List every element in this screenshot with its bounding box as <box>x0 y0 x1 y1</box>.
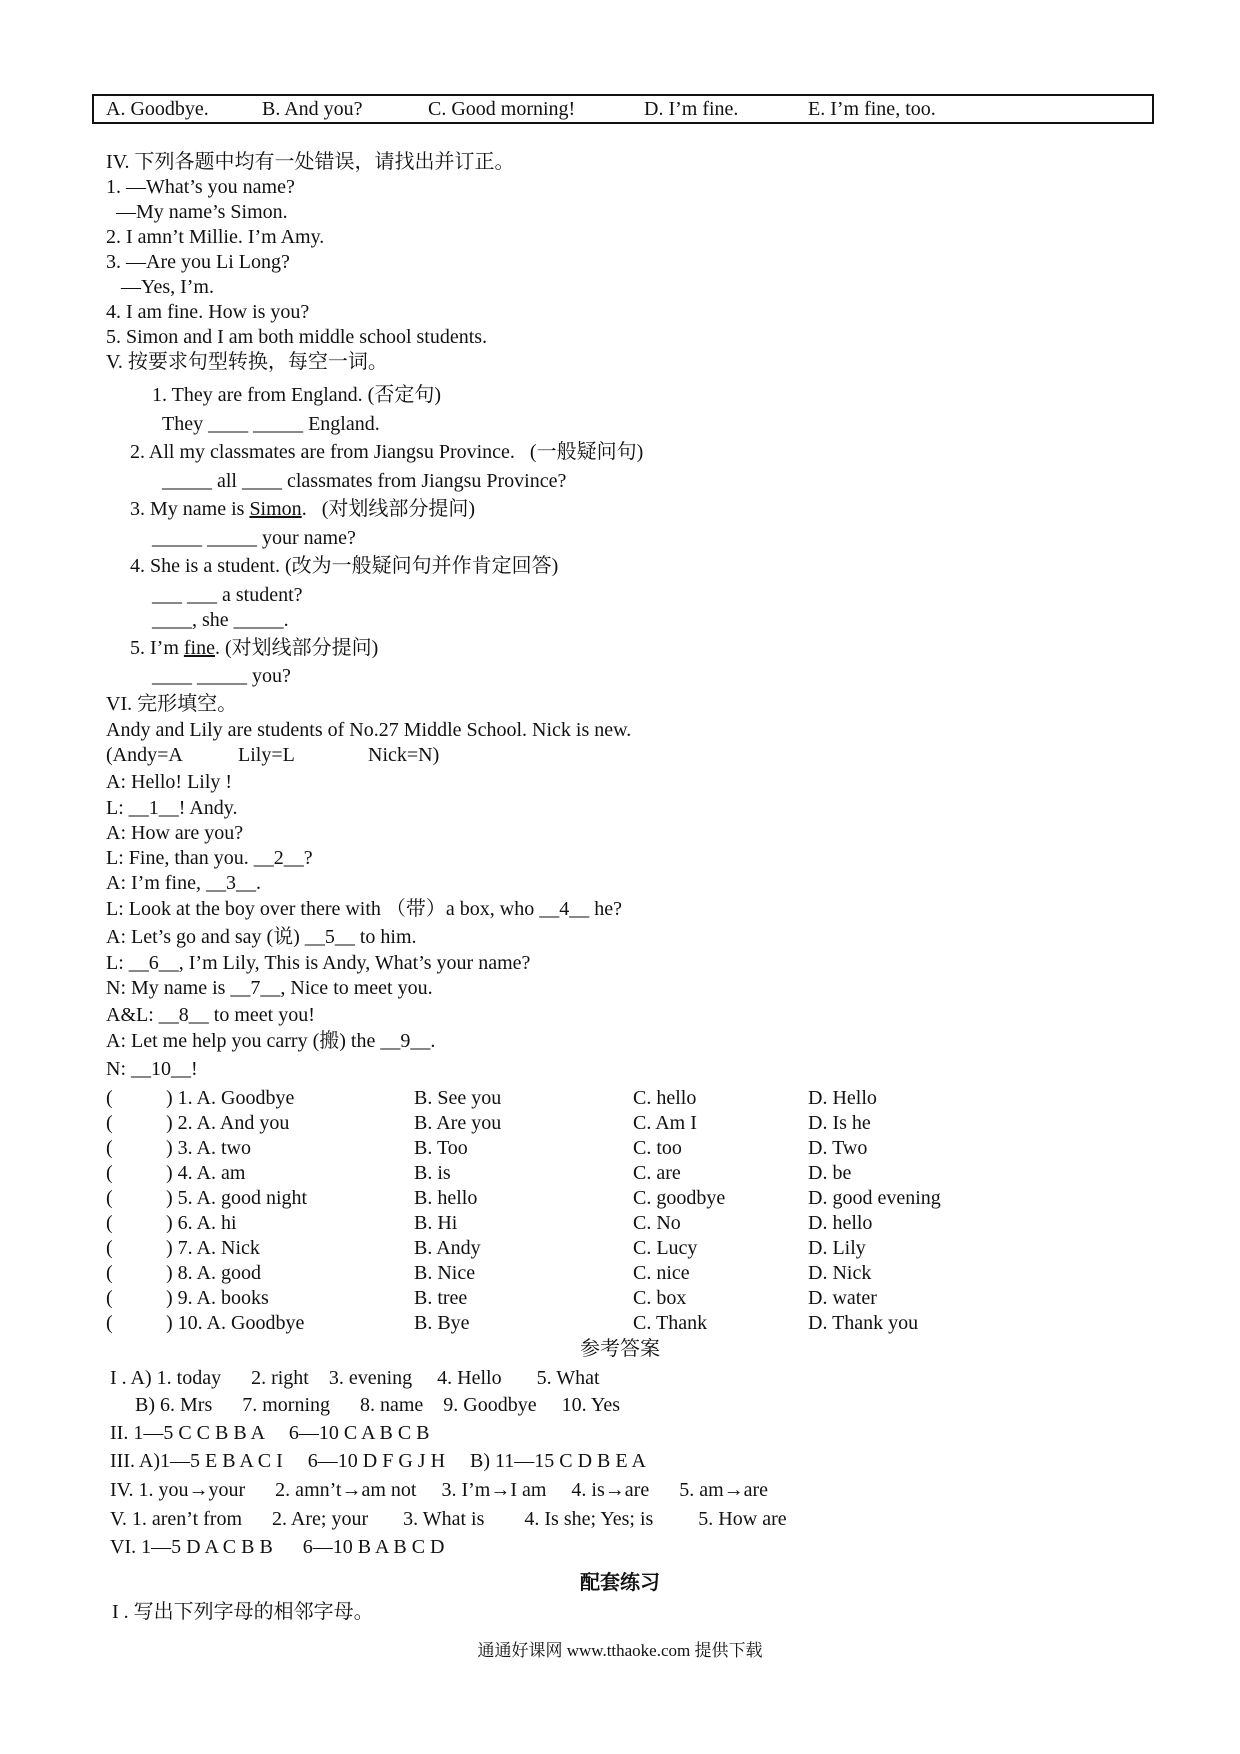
answer-line: B) 6. Mrs 7. morning 8. name 9. Goodbye 10. Yes <box>110 1394 620 1416</box>
choice-b: B. Are you <box>414 1112 502 1134</box>
choice-a: ) 6. A. hi <box>166 1212 237 1234</box>
choice-paren: ( <box>106 1287 113 1309</box>
choice-paren: ( <box>106 1112 113 1134</box>
choice-d: D. hello <box>808 1212 873 1234</box>
section6-intro: Andy and Lily are students of No.27 Middle School. Nick is new. <box>106 719 632 741</box>
key-nick: Nick=N) <box>368 744 440 766</box>
q5-underlined: fine <box>183 637 215 659</box>
dialogue-line: A&L: __8__ to meet you! <box>106 1004 315 1026</box>
choice-paren: ( <box>106 1262 113 1284</box>
choice-a: ) 3. A. two <box>166 1137 251 1159</box>
choice-c: C. too <box>633 1137 682 1159</box>
choice-paren: ( <box>106 1312 113 1334</box>
answer-line: IV. 1. you→your 2. amn’t→am not 3. I’m→I am 4. is→are 5. am→are <box>110 1479 769 1501</box>
choice-a: ) 1. A. Goodbye <box>166 1087 295 1109</box>
choice-d: D. Hello <box>808 1087 877 1109</box>
dialogue-line: A: How are you? <box>106 822 244 844</box>
q5-suffix: . (对划线部分提问) <box>214 637 379 659</box>
options-box <box>92 94 1154 124</box>
choice-paren: ( <box>106 1087 113 1109</box>
section4-line: 4. I am fine. How is you? <box>106 301 310 323</box>
choice-c: C. Lucy <box>633 1237 698 1259</box>
choice-a: ) 7. A. Nick <box>166 1237 260 1259</box>
dialogue-line: N: My name is __7__, Nice to meet you. <box>106 977 433 999</box>
dialogue-line: L: Fine, than you. __2__? <box>106 847 313 869</box>
choice-b: B. Hi <box>414 1212 458 1234</box>
option-e: E. I’m fine, too. <box>808 98 936 120</box>
section5-q1: 1. They are from England. (否定句) <box>152 384 441 406</box>
choice-d: D. Nick <box>808 1262 872 1284</box>
dialogue-line: A: Let me help you carry (搬) the __9__. <box>106 1030 436 1052</box>
choice-b: B. is <box>414 1162 451 1184</box>
choice-d: D. good evening <box>808 1187 941 1209</box>
section5-q4: 4. She is a student. (改为一般疑问句并作肯定回答) <box>130 555 559 577</box>
choice-a: ) 4. A. am <box>166 1162 246 1184</box>
section4-line: 1. —What’s you name? <box>106 176 295 198</box>
dialogue-line: L: Look at the boy over there with （带）a box, who __4__ he? <box>106 898 622 920</box>
choice-paren: ( <box>106 1212 113 1234</box>
section4-line: 3. —Are you Li Long? <box>106 251 290 273</box>
choice-paren: ( <box>106 1237 113 1259</box>
section5-q4-answer2: ____, she _____. <box>152 609 289 631</box>
option-b: B. And you? <box>262 98 363 120</box>
choice-d: D. Two <box>808 1137 868 1159</box>
choice-a: ) 2. A. And you <box>166 1112 290 1134</box>
key-andy: (Andy=A <box>106 744 183 766</box>
section5-title: V. 按要求句型转换，每空一词。 <box>106 351 388 373</box>
section5-q3-answer: _____ _____ your name? <box>152 527 356 549</box>
section5-q2-answer: _____ all ____ classmates from Jiangsu Province? <box>162 470 567 492</box>
choice-b: B. Andy <box>414 1237 481 1259</box>
practice-title: 配套练习 <box>580 1572 660 1594</box>
choice-c: C. No <box>633 1212 681 1234</box>
choice-c: C. goodbye <box>633 1187 726 1209</box>
choice-a: ) 8. A. good <box>166 1262 261 1284</box>
dialogue-line: A: Hello! Lily ! <box>106 771 233 793</box>
dialogue-line: N: __10__! <box>106 1058 198 1080</box>
choice-b: B. Nice <box>414 1262 476 1284</box>
section4-line: 2. I amn’t Millie. I’m Amy. <box>106 226 325 248</box>
section4-title: IV. 下列各题中均有一处错误，请找出并订正。 <box>106 151 515 173</box>
q5-prefix: 5. I’m <box>130 637 184 659</box>
choice-c: C. hello <box>633 1087 697 1109</box>
section5-q2: 2. All my classmates are from Jiangsu Province. (一般疑问句) <box>130 441 644 463</box>
choice-d: D. Is he <box>808 1112 871 1134</box>
section6-title: VI. 完形填空。 <box>106 693 238 715</box>
dialogue-line: L: __6__, I’m Lily, This is Andy, What’s your name? <box>106 952 531 974</box>
choice-b: B. See you <box>414 1087 502 1109</box>
q3-prefix: 3. My name is <box>130 498 250 520</box>
choice-paren: ( <box>106 1137 113 1159</box>
section4-line: —My name’s Simon. <box>106 201 288 223</box>
dialogue-line: L: __1__! Andy. <box>106 797 238 819</box>
choice-d: D. Lily <box>808 1237 866 1259</box>
choice-d: D. water <box>808 1287 877 1309</box>
q3-suffix: . (对划线部分提问) <box>301 498 476 520</box>
option-c: C. Good morning! <box>428 98 576 120</box>
choice-c: C. nice <box>633 1262 690 1284</box>
section5-q5-answer: ____ _____ you? <box>152 665 291 687</box>
choice-c: C. Am I <box>633 1112 697 1134</box>
choice-paren: ( <box>106 1162 113 1184</box>
choice-c: C. box <box>633 1287 687 1309</box>
choice-b: B. hello <box>414 1187 478 1209</box>
dialogue-line: A: Let’s go and say (说) __5__ to him. <box>106 926 417 948</box>
answer-line: I . A) 1. today 2. right 3. evening 4. Hello 5. What <box>110 1367 600 1389</box>
choice-a: ) 9. A. books <box>166 1287 269 1309</box>
answer-line: VI. 1—5 D A C B B 6—10 B A B C D <box>110 1536 445 1558</box>
choice-c: C. are <box>633 1162 681 1184</box>
option-d: D. I’m fine. <box>644 98 739 120</box>
choice-d: D. Thank you <box>808 1312 919 1334</box>
answer-line: III. A)1—5 E B A C I 6—10 D F G J H B) 11—15 C D B E A <box>110 1450 646 1472</box>
practice-item: I . 写出下列字母的相邻字母。 <box>112 1601 374 1623</box>
page-footer: 通通好课网 www.tthaoke.com 提供下载 <box>477 1641 763 1660</box>
choice-b: B. Too <box>414 1137 468 1159</box>
choice-b: B. Bye <box>414 1312 470 1334</box>
answers-title: 参考答案 <box>580 1338 660 1360</box>
choice-c: C. Thank <box>633 1312 708 1334</box>
answer-line: II. 1—5 C C B B A 6—10 C A B C B <box>110 1422 430 1444</box>
section4-line: —Yes, I’m. <box>106 276 214 298</box>
choice-d: D. be <box>808 1162 852 1184</box>
section5-q4-answer: ___ ___ a student? <box>152 584 303 606</box>
section5-q3 <box>130 497 475 521</box>
section4-line: 5. Simon and I am both middle school students. <box>106 326 488 348</box>
choice-paren: ( <box>106 1187 113 1209</box>
section5-q5 <box>130 636 378 660</box>
section5-q1-answer: They ____ _____ England. <box>162 413 380 435</box>
choice-a: ) 10. A. Goodbye <box>166 1312 305 1334</box>
dialogue-line: A: I’m fine, __3__. <box>106 872 261 894</box>
q3-underlined: Simon <box>249 498 302 520</box>
key-lily: Lily=L <box>238 744 295 766</box>
choice-a: ) 5. A. good night <box>166 1187 308 1209</box>
choice-b: B. tree <box>414 1287 468 1309</box>
answer-line: V. 1. aren’t from 2. Are; your 3. What is 4. Is she; Yes; is 5. How are <box>110 1508 787 1530</box>
option-a: A. Goodbye. <box>106 98 209 120</box>
